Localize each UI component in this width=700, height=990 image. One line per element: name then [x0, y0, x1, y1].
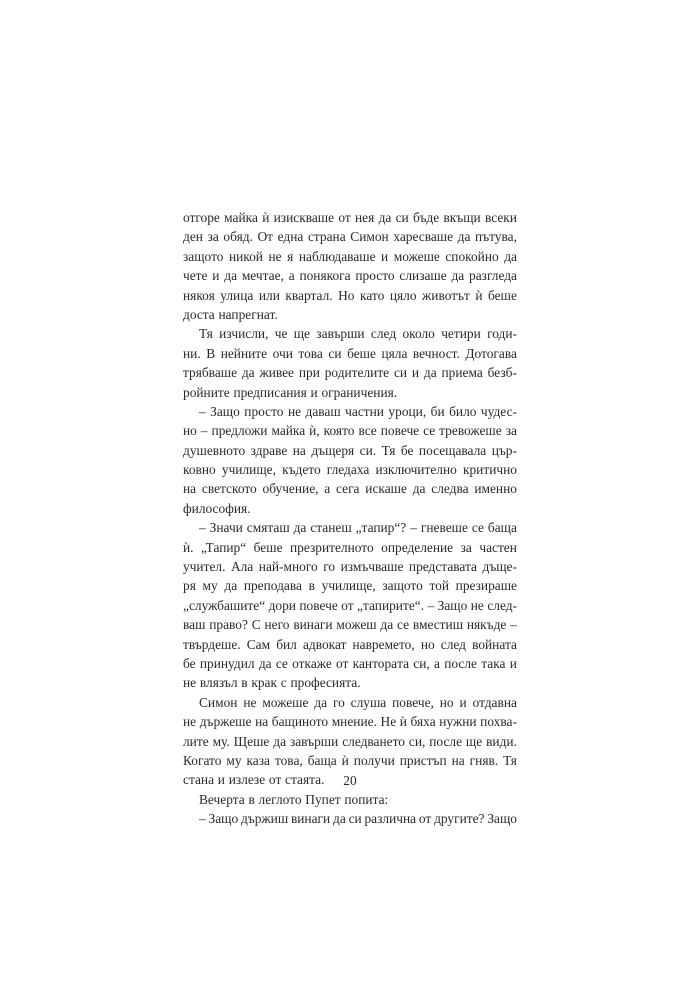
text-line: отгоре майка ѝ изискваше от нея да си бъде вкъщи всеки — [183, 210, 517, 225]
paragraph — [183, 518, 517, 693]
paragraph — [183, 324, 517, 402]
text-line: – Защо просто не даваш частни уроци, би било чудес- — [199, 403, 517, 419]
paragraph — [183, 790, 517, 809]
text-line: Вечерта в леглото Пупет попита: — [199, 791, 389, 807]
text-line: ни. В нейните очи това си беше цяла вечност. Дотогава — [183, 345, 517, 361]
text-line: ваш право? С него винаги можеш да се вместиш някъде – — [183, 617, 517, 633]
text-line: не влязъл в крак с професията. — [183, 675, 361, 691]
text-line: доста напрегнат. — [183, 306, 278, 322]
text-line: философия. — [183, 500, 251, 516]
paragraph — [183, 402, 517, 518]
text-line: не държеше на бащиното мнение. Не ѝ бяха нужни похва- — [183, 714, 517, 730]
text-line: Симон не можеше да го слуша повече, но и отдавна — [199, 694, 517, 710]
text-line: бе принудил да се откаже от канторaта си, а после така и — [183, 655, 517, 671]
text-line: стана и излезе от стаята. — [183, 772, 325, 788]
text-line: твърдеше. Сам бил адвокат навремето, но след войната — [183, 636, 517, 652]
text-line: някоя улица или квартал. Но като цяло животът ѝ беше — [183, 287, 517, 303]
body-text — [183, 208, 517, 829]
text-line: но – предложи майка ѝ, която все повече се тревожеше за — [183, 423, 517, 439]
text-line: учител. Ала най-много го измъчваше представата дъще- — [183, 559, 517, 575]
text-line: чете и да мечтае, а понякога просто слизаше да разгледа — [183, 268, 517, 284]
text-line: защото никой не я наблюдаваше и можеше спокойно да — [183, 248, 517, 264]
text-line: ройните предписания и ограничения. — [183, 384, 398, 400]
paragraph — [183, 208, 517, 324]
text-line: Тя изчисли, че ще завърши след около четири годи- — [199, 326, 517, 342]
paragraph — [183, 809, 517, 828]
text-line: на светското обучение, а сега искаше да следва именно — [183, 481, 517, 497]
text-line: – Защо държиш винаги да си различна от другите? Защо — [199, 811, 517, 827]
text-line: трябваше да живее при родителите си и да приема безб- — [183, 365, 517, 381]
text-line: ря му да преподава в училище, защото той презираше — [183, 578, 517, 594]
text-line: „службашите“ дори повече от „тапирите“. – Защо не след- — [183, 597, 517, 613]
page-number: 20 — [343, 773, 357, 788]
text-line: Когато му каза това, баща ѝ получи пристъп на гняв. Тя — [183, 752, 517, 768]
text-line: лите му. Щеше да завърши следването си, после ще види. — [183, 733, 517, 749]
text-line: ѝ. „Тапир“ беше презрителното определение за частен — [183, 539, 517, 555]
text-line: ден за обяд. От една страна Симон харесваше да пътува, — [183, 229, 517, 245]
text-line: ковно училище, където гледаха изключително критично — [183, 462, 517, 478]
text-line: душевното здраве на дъщеря си. Тя бе посещавала цър- — [183, 442, 517, 458]
text-line: – Значи смяташ да станеш „тапир“? – гневеше се баща — [199, 520, 517, 536]
